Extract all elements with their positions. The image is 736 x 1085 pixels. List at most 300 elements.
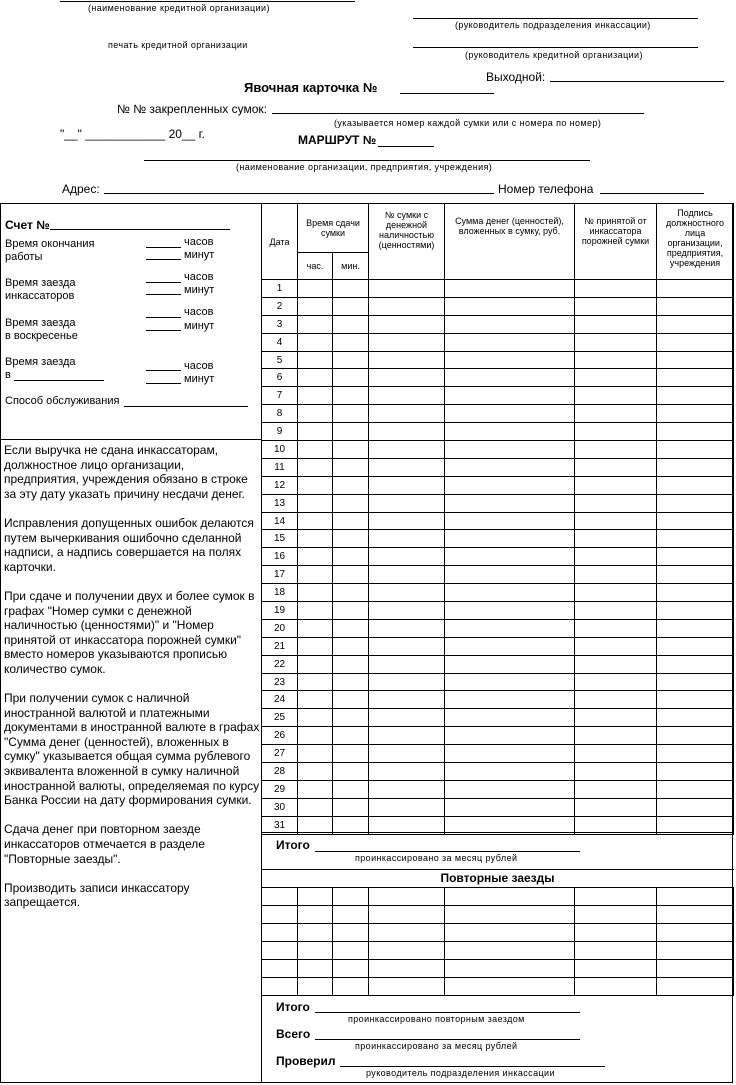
date-cell[interactable] xyxy=(262,978,298,996)
table-row xyxy=(262,798,734,816)
hours-cell[interactable] xyxy=(298,530,333,548)
empty-bag-cell[interactable] xyxy=(575,476,657,494)
table-row xyxy=(262,637,734,655)
signature-cell[interactable] xyxy=(657,727,734,745)
hours-cell[interactable] xyxy=(298,458,333,476)
empty-bag-cell[interactable] xyxy=(575,727,657,745)
repeat-visits-table xyxy=(261,887,734,996)
bags-field[interactable] xyxy=(272,113,644,114)
signature-cell[interactable] xyxy=(657,655,734,673)
amount-cell[interactable] xyxy=(445,637,575,655)
itogo-divider xyxy=(261,832,734,833)
signature-cell[interactable] xyxy=(657,297,734,315)
hours-cell[interactable] xyxy=(298,405,333,423)
signature-cell[interactable] xyxy=(657,888,734,906)
empty-bag-cell[interactable] xyxy=(575,655,657,673)
hours-cell[interactable] xyxy=(298,369,333,387)
vsego-field[interactable] xyxy=(315,1039,580,1040)
sunday-arrival-minutes-field[interactable] xyxy=(146,330,181,331)
day-number: 18 xyxy=(262,584,298,602)
col-bag-number-header: № сумки с денежной наличностью (ценностями) xyxy=(369,204,445,280)
amount-cell[interactable] xyxy=(445,530,575,548)
signature-cell[interactable] xyxy=(657,441,734,459)
hours-cell[interactable] xyxy=(298,602,333,620)
empty-bag-cell[interactable] xyxy=(575,333,657,351)
bag-number-cell[interactable] xyxy=(369,369,445,387)
instruction-paragraph: Если выручка не сдана инкассаторам, должностное лицо организации, предприятия, учреждения обязано в строке за эту дату указать причину несдачи денег. xyxy=(4,443,248,501)
day-number: 22 xyxy=(262,655,298,673)
bag-number-cell[interactable] xyxy=(369,780,445,798)
hours-cell[interactable] xyxy=(298,727,333,745)
amount-cell[interactable] xyxy=(445,441,575,459)
amount-cell[interactable] xyxy=(445,387,575,405)
col-minutes-header: мин. xyxy=(333,253,369,280)
date-cell[interactable] xyxy=(262,942,298,960)
work-end-minutes-field[interactable] xyxy=(146,259,181,260)
amount-cell[interactable] xyxy=(445,512,575,530)
itogo-label: Итого xyxy=(276,838,310,852)
hours-cell[interactable] xyxy=(298,745,333,763)
bag-number-cell[interactable] xyxy=(369,548,445,566)
empty-bag-cell[interactable] xyxy=(575,942,657,960)
amount-cell[interactable] xyxy=(445,476,575,494)
bag-number-cell[interactable] xyxy=(369,602,445,620)
seal-text: печать кредитной организации xyxy=(108,40,248,50)
repeat-row xyxy=(262,978,734,996)
credit-org-head-line[interactable] xyxy=(413,47,698,48)
amount-cell[interactable] xyxy=(445,566,575,584)
date-cell[interactable] xyxy=(262,888,298,906)
hours-cell[interactable] xyxy=(298,333,333,351)
col-amount-header: Сумма денег (ценностей), вложенных в сумку, руб. xyxy=(445,204,575,280)
bag-number-cell[interactable] xyxy=(369,405,445,423)
day-number: 30 xyxy=(262,798,298,816)
date-cell[interactable] xyxy=(262,906,298,924)
empty-bag-cell[interactable] xyxy=(575,512,657,530)
signature-cell[interactable] xyxy=(657,978,734,996)
hours-cell[interactable] xyxy=(298,637,333,655)
bag-number-cell[interactable] xyxy=(369,441,445,459)
table-row xyxy=(262,780,734,798)
repeat-visits-title: Повторные заезды xyxy=(440,871,555,885)
minutes-cell[interactable] xyxy=(333,494,369,512)
empty-bag-cell[interactable] xyxy=(575,763,657,781)
minutes-cell[interactable] xyxy=(333,619,369,637)
day-number: 20 xyxy=(262,619,298,637)
day-number: 27 xyxy=(262,745,298,763)
work-end-label: Время окончания работы xyxy=(5,238,95,263)
minutes-cell[interactable] xyxy=(333,691,369,709)
amount-cell[interactable] xyxy=(445,494,575,512)
bag-number-cell[interactable] xyxy=(369,745,445,763)
amount-cell[interactable] xyxy=(445,369,575,387)
hours-cell[interactable] xyxy=(298,924,333,942)
minutes-cell[interactable] xyxy=(333,727,369,745)
col-delivery-time-header: Время сдачи сумки xyxy=(298,204,369,253)
amount-cell[interactable] xyxy=(445,405,575,423)
empty-bag-cell[interactable] xyxy=(575,906,657,924)
bag-number-cell[interactable] xyxy=(369,888,445,906)
minutes-cell[interactable] xyxy=(333,763,369,781)
signature-cell[interactable] xyxy=(657,494,734,512)
bag-number-cell[interactable] xyxy=(369,798,445,816)
day-number: 4 xyxy=(262,333,298,351)
bag-number-cell[interactable] xyxy=(369,906,445,924)
empty-bag-cell[interactable] xyxy=(575,780,657,798)
hours-cell[interactable] xyxy=(298,315,333,333)
arrival-in-label: Время заезда в xyxy=(5,356,76,381)
empty-bag-cell[interactable] xyxy=(575,978,657,996)
table-row xyxy=(262,673,734,691)
signature-cell[interactable] xyxy=(657,960,734,978)
minutes-cell[interactable] xyxy=(333,530,369,548)
day-number: 23 xyxy=(262,673,298,691)
empty-bag-cell[interactable] xyxy=(575,673,657,691)
org-name-line[interactable] xyxy=(144,160,590,161)
repeat-row xyxy=(262,906,734,924)
amount-cell[interactable] xyxy=(445,458,575,476)
minutes-cell[interactable] xyxy=(333,280,369,298)
table-row xyxy=(262,512,734,530)
minutes-cell[interactable] xyxy=(333,423,369,441)
signature-cell[interactable] xyxy=(657,423,734,441)
minutes-cell[interactable] xyxy=(333,476,369,494)
bag-number-cell[interactable] xyxy=(369,924,445,942)
itogo2-field[interactable] xyxy=(315,1012,580,1013)
minutes-cell[interactable] xyxy=(333,548,369,566)
route-number-field[interactable] xyxy=(378,146,434,147)
amount-cell[interactable] xyxy=(445,351,575,369)
minutes-cell[interactable] xyxy=(333,458,369,476)
day-number: 15 xyxy=(262,530,298,548)
arrival-in-field[interactable] xyxy=(14,380,104,381)
empty-bag-cell[interactable] xyxy=(575,637,657,655)
sunday-arrival-hours-field[interactable] xyxy=(146,317,181,318)
empty-bag-cell[interactable] xyxy=(575,960,657,978)
sunday-arrival-label: Время заезда в воскресенье xyxy=(5,317,78,342)
amount-cell[interactable] xyxy=(445,655,575,673)
amount-cell[interactable] xyxy=(445,960,575,978)
col-empty-bag-header: № принятой от инкассатора порожней сумки xyxy=(575,204,657,280)
signature-cell[interactable] xyxy=(657,280,734,298)
bag-number-cell[interactable] xyxy=(369,960,445,978)
minutes-cell[interactable] xyxy=(333,745,369,763)
amount-cell[interactable] xyxy=(445,798,575,816)
hours-cell[interactable] xyxy=(298,763,333,781)
collection-head-line[interactable] xyxy=(413,18,698,19)
hours-cell[interactable] xyxy=(298,619,333,637)
empty-bag-cell[interactable] xyxy=(575,280,657,298)
bag-number-cell[interactable] xyxy=(369,584,445,602)
minutes-cell[interactable] xyxy=(333,888,369,906)
bag-number-cell[interactable] xyxy=(369,637,445,655)
bag-number-cell[interactable] xyxy=(369,727,445,745)
minutes-cell[interactable] xyxy=(333,512,369,530)
minutes-cell[interactable] xyxy=(333,441,369,459)
amount-cell[interactable] xyxy=(445,602,575,620)
table-row xyxy=(262,441,734,459)
minutes-cell[interactable] xyxy=(333,673,369,691)
table-row xyxy=(262,280,734,298)
amount-cell[interactable] xyxy=(445,763,575,781)
hours-cell[interactable] xyxy=(298,297,333,315)
empty-bag-cell[interactable] xyxy=(575,315,657,333)
bag-number-cell[interactable] xyxy=(369,315,445,333)
signature-cell[interactable] xyxy=(657,942,734,960)
empty-bag-cell[interactable] xyxy=(575,351,657,369)
minutes-cell[interactable] xyxy=(333,333,369,351)
table-row xyxy=(262,297,734,315)
amount-cell[interactable] xyxy=(445,548,575,566)
repeat-collected-caption: проинкассировано повторным заездом xyxy=(348,1014,525,1024)
bag-number-cell[interactable] xyxy=(369,423,445,441)
day-number: 29 xyxy=(262,780,298,798)
signature-cell[interactable] xyxy=(657,798,734,816)
amount-cell[interactable] xyxy=(445,745,575,763)
minutes-cell[interactable] xyxy=(333,566,369,584)
empty-bag-cell[interactable] xyxy=(575,566,657,584)
amount-cell[interactable] xyxy=(445,333,575,351)
empty-bag-cell[interactable] xyxy=(575,745,657,763)
signature-cell[interactable] xyxy=(657,709,734,727)
signature-cell[interactable] xyxy=(657,763,734,781)
signature-cell[interactable] xyxy=(657,512,734,530)
minutes-cell[interactable] xyxy=(333,798,369,816)
date-cell[interactable] xyxy=(262,960,298,978)
empty-bag-cell[interactable] xyxy=(575,798,657,816)
day-number: 26 xyxy=(262,727,298,745)
hours-cell[interactable] xyxy=(298,655,333,673)
bag-number-cell[interactable] xyxy=(369,333,445,351)
amount-cell[interactable] xyxy=(445,978,575,996)
amount-cell[interactable] xyxy=(445,942,575,960)
bag-number-cell[interactable] xyxy=(369,978,445,996)
minutes-cell[interactable] xyxy=(333,602,369,620)
empty-bag-cell[interactable] xyxy=(575,369,657,387)
day-number: 5 xyxy=(262,351,298,369)
amount-cell[interactable] xyxy=(445,673,575,691)
phone-field[interactable] xyxy=(600,193,704,194)
amount-cell[interactable] xyxy=(445,423,575,441)
bag-number-cell[interactable] xyxy=(369,476,445,494)
bag-number-cell[interactable] xyxy=(369,763,445,781)
hours-cell[interactable] xyxy=(298,780,333,798)
hours-unit: часов xyxy=(184,236,214,248)
hours-cell[interactable] xyxy=(298,566,333,584)
hours-cell[interactable] xyxy=(298,691,333,709)
hours-cell[interactable] xyxy=(298,494,333,512)
hours-cell[interactable] xyxy=(298,280,333,298)
bag-number-cell[interactable] xyxy=(369,297,445,315)
minutes-cell[interactable] xyxy=(333,369,369,387)
signature-cell[interactable] xyxy=(657,566,734,584)
minutes-cell[interactable] xyxy=(333,655,369,673)
signature-cell[interactable] xyxy=(657,691,734,709)
bag-number-cell[interactable] xyxy=(369,691,445,709)
arrival-in-hours-field[interactable] xyxy=(146,370,181,371)
hours-cell[interactable] xyxy=(298,906,333,924)
bag-number-cell[interactable] xyxy=(369,673,445,691)
empty-bag-cell[interactable] xyxy=(575,548,657,566)
signature-cell[interactable] xyxy=(657,387,734,405)
empty-bag-cell[interactable] xyxy=(575,602,657,620)
empty-bag-cell[interactable] xyxy=(575,387,657,405)
instruction-paragraph: Исправления допущенных ошибок делаются путем вычеркивания ошибочно сделанной надписи, а надпись совершается на полях карточки. xyxy=(4,515,254,574)
hours-cell[interactable] xyxy=(298,709,333,727)
bag-number-cell[interactable] xyxy=(369,387,445,405)
empty-bag-cell[interactable] xyxy=(575,441,657,459)
table-row xyxy=(262,387,734,405)
hours-cell[interactable] xyxy=(298,548,333,566)
day-number: 17 xyxy=(262,566,298,584)
hours-cell[interactable] xyxy=(298,476,333,494)
minutes-cell[interactable] xyxy=(333,584,369,602)
amount-cell[interactable] xyxy=(445,297,575,315)
hours-cell[interactable] xyxy=(298,673,333,691)
signature-cell[interactable] xyxy=(657,351,734,369)
empty-bag-cell[interactable] xyxy=(575,691,657,709)
empty-bag-cell[interactable] xyxy=(575,423,657,441)
empty-bag-cell[interactable] xyxy=(575,888,657,906)
hours-cell[interactable] xyxy=(298,978,333,996)
signature-cell[interactable] xyxy=(657,405,734,423)
amount-cell[interactable] xyxy=(445,924,575,942)
minutes-cell[interactable] xyxy=(333,709,369,727)
table-row xyxy=(262,566,734,584)
signature-cell[interactable] xyxy=(657,530,734,548)
bag-number-cell[interactable] xyxy=(369,351,445,369)
minutes-cell[interactable] xyxy=(333,297,369,315)
table-row xyxy=(262,315,734,333)
amount-cell[interactable] xyxy=(445,709,575,727)
bag-number-cell[interactable] xyxy=(369,530,445,548)
amount-cell[interactable] xyxy=(445,315,575,333)
minutes-cell[interactable] xyxy=(333,387,369,405)
signature-cell[interactable] xyxy=(657,906,734,924)
bags-caption: (указывается номер каждой сумки или с номера по номер) xyxy=(334,118,602,128)
minutes-cell[interactable] xyxy=(333,906,369,924)
signature-cell[interactable] xyxy=(657,369,734,387)
bag-number-cell[interactable] xyxy=(369,942,445,960)
collectors-arrival-hours-field[interactable] xyxy=(146,282,181,283)
amount-cell[interactable] xyxy=(445,619,575,637)
empty-bag-cell[interactable] xyxy=(575,924,657,942)
bag-number-cell[interactable] xyxy=(369,512,445,530)
minutes-cell[interactable] xyxy=(333,924,369,942)
bag-number-cell[interactable] xyxy=(369,619,445,637)
day-number: 31 xyxy=(262,816,298,834)
empty-bag-cell[interactable] xyxy=(575,530,657,548)
bag-number-cell[interactable] xyxy=(369,655,445,673)
credit-org-line[interactable] xyxy=(60,1,355,2)
account-field[interactable] xyxy=(50,229,230,230)
service-method-field[interactable] xyxy=(124,406,248,407)
signature-cell[interactable] xyxy=(657,924,734,942)
work-end-hours-field[interactable] xyxy=(146,247,181,248)
day-number: 21 xyxy=(262,637,298,655)
signature-cell[interactable] xyxy=(657,584,734,602)
amount-cell[interactable] xyxy=(445,906,575,924)
signature-cell[interactable] xyxy=(657,602,734,620)
checked-field[interactable] xyxy=(340,1066,605,1067)
signature-cell[interactable] xyxy=(657,548,734,566)
signature-cell[interactable] xyxy=(657,619,734,637)
amount-cell[interactable] xyxy=(445,888,575,906)
signature-cell[interactable] xyxy=(657,315,734,333)
empty-bag-cell[interactable] xyxy=(575,619,657,637)
bag-number-cell[interactable] xyxy=(369,709,445,727)
address-field[interactable] xyxy=(104,193,494,194)
minutes-cell[interactable] xyxy=(333,405,369,423)
empty-bag-cell[interactable] xyxy=(575,458,657,476)
bag-number-cell[interactable] xyxy=(369,280,445,298)
month-total-caption: проинкассировано за месяц рублей xyxy=(355,1041,518,1051)
hours-cell[interactable] xyxy=(298,423,333,441)
credit-org-caption: (наименование кредитной организации) xyxy=(88,3,270,13)
table-row xyxy=(262,476,734,494)
amount-cell[interactable] xyxy=(445,280,575,298)
date-cell[interactable] xyxy=(262,924,298,942)
date-field[interactable]: "__" ____________ 20__ г. xyxy=(60,127,205,141)
minutes-cell[interactable] xyxy=(333,637,369,655)
hours-cell[interactable] xyxy=(298,351,333,369)
itogo-field[interactable] xyxy=(315,851,580,852)
signature-cell[interactable] xyxy=(657,476,734,494)
day-off-field[interactable] xyxy=(550,81,724,82)
minutes-unit: минут xyxy=(184,320,215,332)
amount-cell[interactable] xyxy=(445,780,575,798)
signature-cell[interactable] xyxy=(657,637,734,655)
minutes-cell[interactable] xyxy=(333,315,369,333)
amount-cell[interactable] xyxy=(445,691,575,709)
collectors-arrival-minutes-field[interactable] xyxy=(146,294,181,295)
signature-cell[interactable] xyxy=(657,673,734,691)
card-number-field[interactable] xyxy=(400,93,494,94)
minutes-cell[interactable] xyxy=(333,978,369,996)
bag-number-cell[interactable] xyxy=(369,494,445,512)
signature-cell[interactable] xyxy=(657,333,734,351)
minutes-cell[interactable] xyxy=(333,960,369,978)
left-panel-divider xyxy=(0,439,262,440)
amount-cell[interactable] xyxy=(445,727,575,745)
signature-cell[interactable] xyxy=(657,458,734,476)
hours-cell[interactable] xyxy=(298,441,333,459)
signature-cell[interactable] xyxy=(657,745,734,763)
instruction-paragraph: При получении сумок с наличной иностранной валютой и платежными документами в иностранной валюте в графах "Сумма денег (ценностей), вложенных в сумку" указывается общая сумма рублевого эквивалента вложенной в сумку наличной иностранной валюты, определяемая по курсу Банка России на дату формирования сумки. xyxy=(4,691,260,808)
empty-bag-cell[interactable] xyxy=(575,709,657,727)
hours-cell[interactable] xyxy=(298,942,333,960)
empty-bag-cell[interactable] xyxy=(575,405,657,423)
empty-bag-cell[interactable] xyxy=(575,584,657,602)
table-row xyxy=(262,369,734,387)
minutes-cell[interactable] xyxy=(333,351,369,369)
hours-cell[interactable] xyxy=(298,584,333,602)
hours-cell[interactable] xyxy=(298,888,333,906)
minutes-cell[interactable] xyxy=(333,942,369,960)
arrival-in-minutes-field[interactable] xyxy=(146,383,181,384)
hours-cell[interactable] xyxy=(298,798,333,816)
bag-number-cell[interactable] xyxy=(369,566,445,584)
hours-cell[interactable] xyxy=(298,387,333,405)
hours-cell[interactable] xyxy=(298,960,333,978)
empty-bag-cell[interactable] xyxy=(575,297,657,315)
empty-bag-cell[interactable] xyxy=(575,494,657,512)
signature-cell[interactable] xyxy=(657,780,734,798)
hours-cell[interactable] xyxy=(298,512,333,530)
bag-number-cell[interactable] xyxy=(369,458,445,476)
amount-cell[interactable] xyxy=(445,584,575,602)
minutes-cell[interactable] xyxy=(333,780,369,798)
